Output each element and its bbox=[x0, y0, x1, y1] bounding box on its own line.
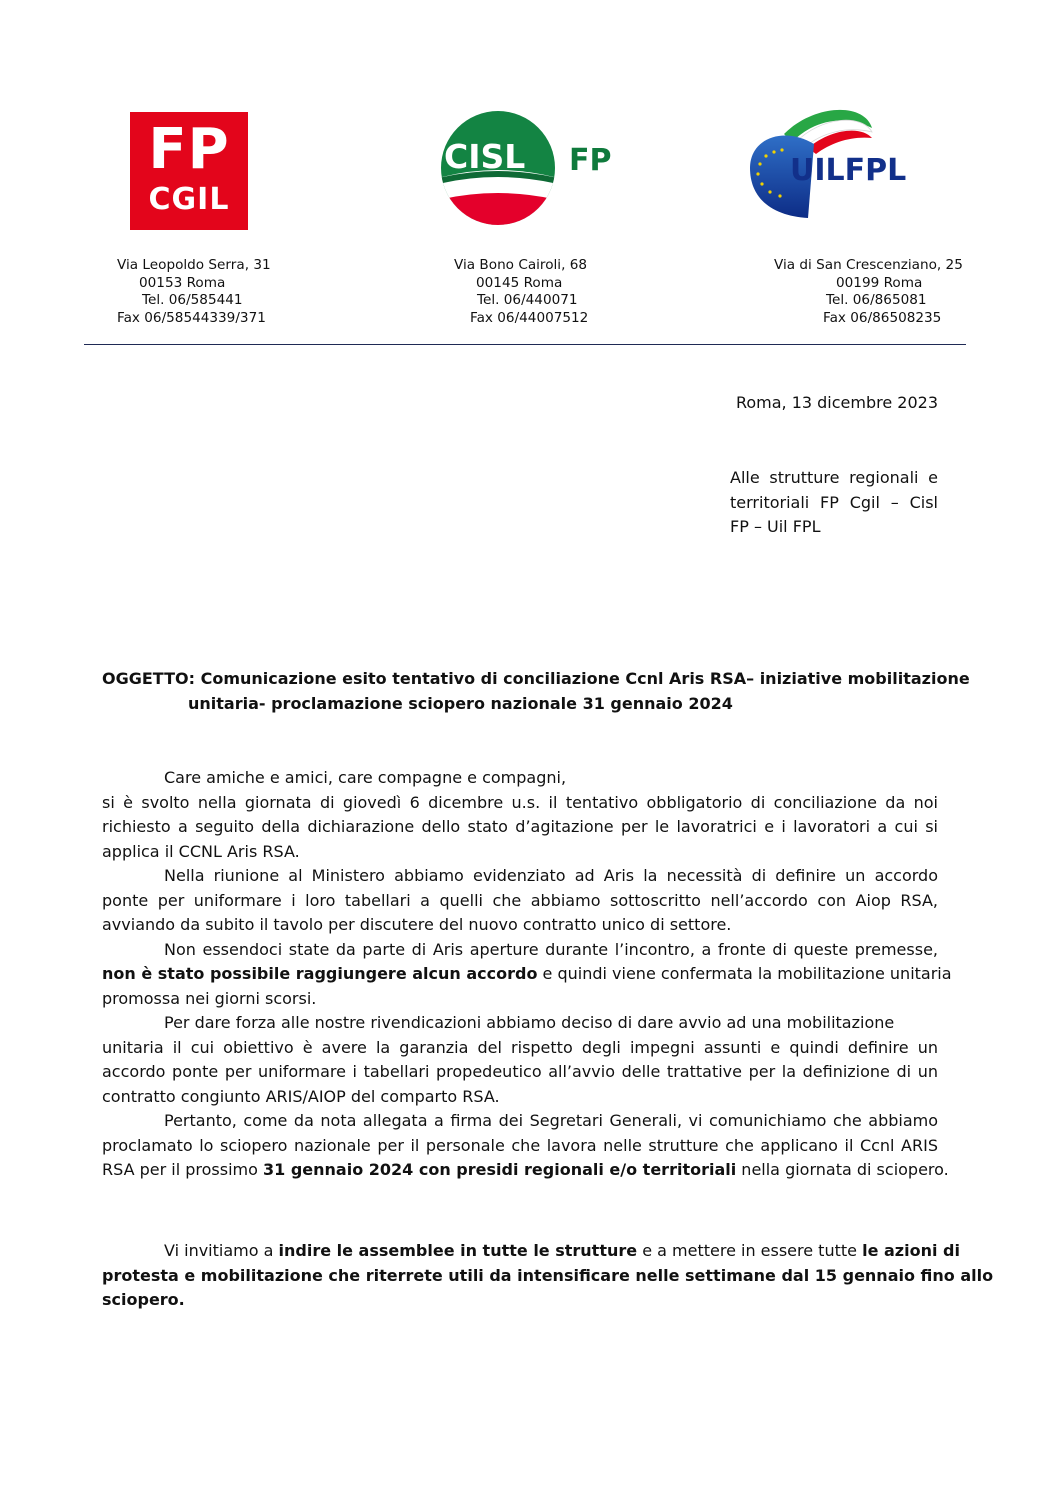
emphasis-text: indire le assemblee in tutte le strutture bbox=[278, 1241, 638, 1260]
emphasis-text: 31 gennaio 2024 con presidi regionali e/o territoriali bbox=[263, 1160, 737, 1179]
paragraph-line: proclamato lo sciopero nazionale per il personale che lavora nelle strutture che applicano il Ccnl ARIS bbox=[102, 1135, 938, 1155]
paragraph-line: avviando da subito il tavolo per discutere del nuovo contratto unico di settore. bbox=[102, 915, 732, 934]
uilfpl-logo-text: UILFPL bbox=[790, 153, 907, 188]
subject-line-2: unitaria- proclamazione sciopero nazionale 31 gennaio 2024 bbox=[188, 693, 733, 713]
address-tel: Tel. 06/440071 bbox=[477, 292, 578, 308]
subject-text-1: Comunicazione esito tentativo di conciliazione Ccnl Aris RSA– iniziative mobilitazione bbox=[200, 669, 970, 688]
paragraph-line: Non essendoci state da parte di Aris aperture durante l’incontro, a fronte di queste premesse, bbox=[164, 939, 938, 959]
address-street: Via Leopoldo Serra, 31 bbox=[117, 257, 271, 273]
fp-cgil-logo bbox=[130, 112, 248, 230]
paragraph-line: Per dare forza alle nostre rivendicazioni abbiamo deciso di dare avvio ad una mobilitazione bbox=[164, 1013, 895, 1032]
paragraph-line bbox=[102, 1264, 994, 1289]
emphasis-text: sciopero. bbox=[102, 1290, 185, 1309]
paragraph-text: nella giornata di sciopero. bbox=[736, 1160, 949, 1179]
recipients-line: FP – Uil FPL bbox=[730, 517, 821, 536]
fp-cgil-logo-cgil: CGIL bbox=[148, 182, 230, 217]
paragraph-line bbox=[102, 1288, 938, 1313]
header-divider bbox=[84, 344, 966, 345]
paragraph-line bbox=[102, 1239, 960, 1264]
subject-line-1 bbox=[102, 667, 970, 692]
paragraph-text: e a mettere in essere tutte bbox=[637, 1241, 863, 1260]
recipients bbox=[730, 466, 938, 540]
cisl-logo-text: CISL bbox=[444, 137, 526, 176]
address-city: 00153 Roma bbox=[139, 274, 226, 291]
letter-body bbox=[102, 766, 952, 1183]
paragraph-line bbox=[102, 1158, 949, 1183]
address-tel: Tel. 06/865081 bbox=[826, 292, 927, 308]
paragraph-line: si è svolto nella giornata di giovedì 6 dicembre u.s. il tentativo obbligatorio di conciliazione da noi bbox=[102, 792, 938, 812]
paragraph-line: contratto congiunto ARIS/AIOP del comparto RSA. bbox=[102, 1086, 500, 1106]
paragraph-line: applica il CCNL Aris RSA. bbox=[102, 841, 300, 861]
paragraph-text: RSA per il prossimo bbox=[102, 1160, 263, 1179]
recipients-line: Alle strutture regionali e bbox=[730, 468, 938, 487]
emphasis-text: le azioni di bbox=[862, 1241, 960, 1260]
subject-label: OGGETTO: bbox=[102, 669, 195, 688]
closing-paragraph bbox=[102, 1239, 994, 1313]
letter-date: Roma, 13 dicembre 2023 bbox=[735, 393, 938, 412]
cisl-fp-logo bbox=[438, 104, 628, 230]
paragraph-line: unitaria il cui obiettivo è avere la garanzia del rispetto degli impegni assunti e quindi definire un bbox=[102, 1037, 938, 1057]
address-city: 00199 Roma bbox=[836, 274, 923, 291]
emphasis-text: non è stato possibile raggiungere alcun accordo bbox=[102, 964, 538, 983]
subject bbox=[102, 667, 970, 716]
fp-logo-text: FP bbox=[569, 143, 612, 178]
fp-cgil-logo-fp: FP bbox=[148, 117, 230, 182]
address-fp-cgil bbox=[117, 257, 287, 327]
paragraph-text: e quindi viene confermata la mobilitazione unitaria bbox=[537, 964, 952, 983]
address-cisl-fp bbox=[454, 257, 604, 327]
greeting: Care amiche e amici, care compagne e compagni, bbox=[164, 768, 567, 787]
paragraph-line: promossa nei giorni scorsi. bbox=[102, 988, 317, 1008]
paragraph-line: Nella riunione al Ministero abbiamo evidenziato ad Aris la necessità di definire un accordo bbox=[164, 866, 938, 885]
address-uilfpl bbox=[774, 257, 979, 327]
address-fax: Fax 06/58544339/371 bbox=[117, 309, 266, 326]
emphasis-text: protesta e mobilitazione che riterrete utili da intensificare nelle settimane dal 15 gennaio fino allo bbox=[102, 1265, 994, 1285]
address-fax: Fax 06/44007512 bbox=[470, 309, 589, 326]
paragraph-line: richiesto a seguito della dichiarazione dello stato d’agitazione per le lavoratrici e i lavoratori a cui si bbox=[102, 817, 938, 836]
address-city: 00145 Roma bbox=[476, 274, 563, 291]
recipients-line: territoriali FP Cgil – Cisl bbox=[730, 492, 938, 512]
address-street: Via di San Crescenziano, 25 bbox=[774, 257, 963, 273]
address-street: Via Bono Cairoli, 68 bbox=[454, 257, 588, 273]
paragraph-text: Vi invitiamo a bbox=[164, 1241, 279, 1260]
paragraph-line: accordo ponte per uniformare i tabellari propedeutico all’avvio delle trattative per la definizione di un bbox=[102, 1062, 938, 1081]
paragraph-line: ponte per uniformare i loro tabellari a quelli che abbiamo sottoscritto nell’accordo con Aiop RSA, bbox=[102, 890, 938, 910]
paragraph-line: Pertanto, come da nota allegata a firma dei Segretari Generali, vi comunichiamo che abbiamo bbox=[164, 1111, 938, 1130]
uilfpl-logo bbox=[744, 98, 934, 222]
address-tel: Tel. 06/585441 bbox=[142, 292, 243, 308]
address-fax: Fax 06/86508235 bbox=[823, 309, 942, 326]
paragraph-line bbox=[102, 962, 952, 987]
